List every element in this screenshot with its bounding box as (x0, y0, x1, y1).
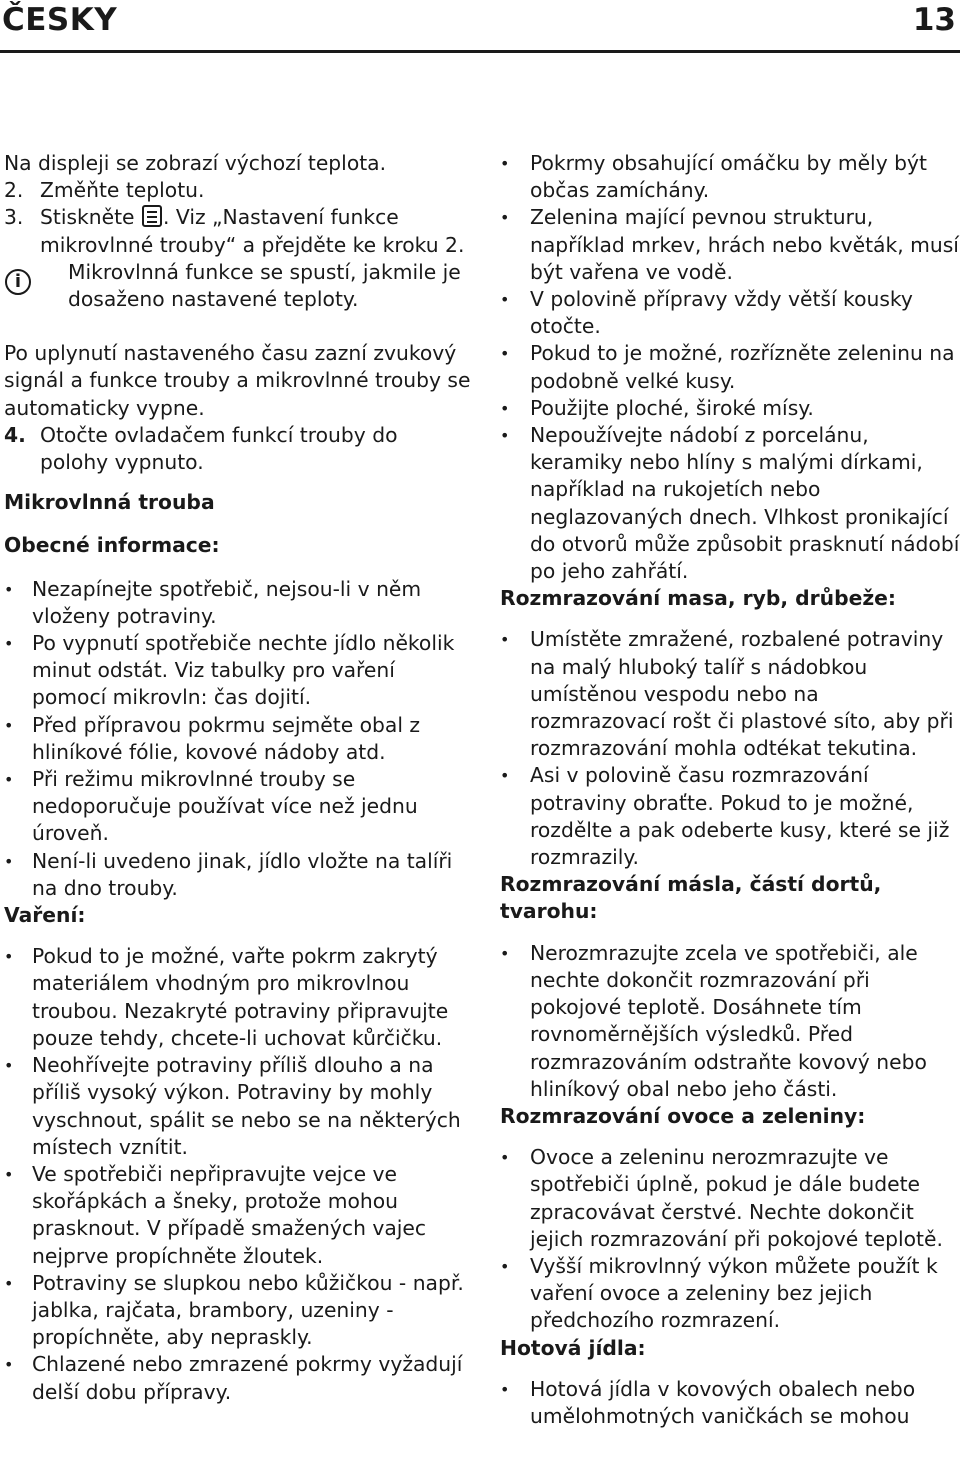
general-info-list (4, 576, 472, 902)
cooking-list (4, 943, 472, 1405)
defrost-butter-title: Rozmrazování másla, částí dortů, tvarohu: (500, 872, 882, 924)
list-item: • Nepoužívejte nádobí z porcelánu, keramiky nebo hlíny s malými dírkami, například na rukojetích nebo neglazovaných dnech. Vlhkost pronikající do otvorů může způsobit prasknutí nádobí po jeho zahřátí. (500, 422, 960, 585)
list-item: • Nezapínejte spotřebič, nejsou-li v něm vloženy potraviny. (4, 576, 472, 630)
header-rule (0, 50, 960, 53)
list-item: • Chlazené nebo zmrazené pokrmy vyžadují delší dobu přípravy. (4, 1351, 472, 1405)
list-item: • Hotová jídla v kovových obalech nebo umělohmotných vaničkách se mohou (500, 1376, 960, 1430)
right-column (500, 150, 960, 1430)
after-note-text: Po uplynutí nastaveného času zazní zvukový signál a funkce trouby a mikrovlnné trouby se automaticky vypne. (4, 341, 471, 420)
left-column (4, 150, 472, 1406)
list-item: • Ve spotřebiči nepřipravujte vejce ve skořápkách a šneky, protože mohou prasknout. V případě smažených vajec nejprve propíchněte žloutek. (4, 1161, 472, 1270)
list-item: • Není-li uvedeno jinak, jídlo vložte na talíři na dno trouby. (4, 848, 472, 902)
list-item: • Ovoce a zeleninu nerozmrazujte ve spotřebiči úplně, pokud je dále budete zpracovávat čerstvé. Nechte dokončit jejich rozmrazování při pokojové teplotě. (500, 1144, 960, 1253)
list-item: • Při režimu mikrovlnné trouby se nedoporučuje používat více než jednu úroveň. (4, 766, 472, 848)
ready-meals-list (500, 1376, 960, 1430)
defrost-meat-list (500, 626, 960, 871)
defrost-fruit-list (500, 1144, 960, 1334)
info-icon: i (4, 259, 68, 313)
defrost-fruit-title: Rozmrazování ovoce a zeleniny: (500, 1103, 866, 1128)
page-number: 13 (912, 2, 956, 38)
step-number: 4. (4, 422, 26, 447)
defrost-meat-title: Rozmrazování masa, ryb, drůbeže: (500, 586, 897, 611)
list-item: • Použijte ploché, široké mísy. (500, 395, 960, 422)
step-4 (4, 422, 472, 476)
list-item: • Po vypnutí spotřebiče nechte jídlo několik minut odstát. Viz tabulky pro vaření pomocí mikrovln: čas dojití. (4, 630, 472, 712)
step-text-after: . Viz „Nastavení funkce mikrovlnné trouby“ a přejděte ke kroku 2. (40, 205, 465, 257)
step-text (40, 204, 472, 258)
list-item: • Neohřívejte potraviny příliš dlouho a na příliš vysoký výkon. Potraviny by mohly vyschnout, spálit se nebo se na některých místech vznítit. (4, 1052, 472, 1161)
list-item: • Asi v polovině času rozmrazování potraviny obraťte. Pokud to je možné, rozdělte a pak odeberte kusy, které se již rozmrazily. (500, 762, 960, 871)
list-item: • Pokud to je možné, rozřízněte zeleninu na podobně velké kusy. (500, 340, 960, 394)
list-item: • Vyšší mikrovlnný výkon můžete použít k vaření ovoce a zeleniny bez jejich předchozího rozmrazení. (500, 1253, 960, 1335)
header-language: ČESKY (2, 2, 118, 38)
cooking-list-continued (500, 150, 960, 585)
step-number: 3. (4, 205, 24, 230)
general-info-title: Obecné informace: (4, 533, 220, 558)
step-3 (4, 204, 472, 258)
list-item: • Před přípravou pokrmu sejměte obal z hliníkové fólie, kovové nádoby atd. (4, 712, 472, 766)
list-item: • Umístěte zmražené, rozbalené potraviny na malý hluboký talíř s nádobkou umístěnou vespodu nebo na rozmrazovací rošt či plastové síto, aby při rozmrazování mohla odtékat tekutina. (500, 626, 960, 762)
info-note (4, 259, 472, 313)
cooking-title: Vaření: (4, 903, 86, 928)
list-item: • V polovině přípravy vždy větší kousky otočte. (500, 286, 960, 340)
ready-meals-title: Hotová jídla: (500, 1335, 646, 1360)
step-text: Změňte teplotu. (40, 178, 205, 203)
section-title: Mikrovlnná trouba (4, 490, 215, 515)
list-item: • Pokrmy obsahující omáčku by měly být občas zamíchány. (500, 150, 960, 204)
defrost-butter-list (500, 940, 960, 1103)
list-item: • Potraviny se slupkou nebo kůžičkou - např. jablka, rajčata, brambory, uzeniny - propíchněte, aby nepraskly. (4, 1270, 472, 1352)
intro-text: Na displeji se zobrazí výchozí teplota. (4, 151, 387, 175)
list-item: • Nerozmrazujte zcela ve spotřebiči, ale nechte dokončit rozmrazování při pokojové teplotě. Dosáhnete tím rovnoměrnějších výsledků. Před rozmrazováním odstraňte kovový nebo hliníkový obal nebo jeho části. (500, 940, 960, 1103)
microwave-key-icon (142, 205, 162, 227)
list-item: • Pokud to je možné, vařte pokrm zakrytý materiálem vhodným pro mikrovlnou troubou. Nezakryté potraviny připravujte pouze tehdy, chcete-li uchovat kůrčičku. (4, 943, 472, 1052)
step-2 (4, 177, 472, 204)
step-number: 2. (4, 178, 24, 203)
info-note-text: Mikrovlnná funkce se spustí, jakmile je dosaženo nastavené teploty. (68, 259, 461, 312)
step-text: Otočte ovladačem funkcí trouby do polohy vypnuto. (40, 422, 398, 475)
step-text-before: Stiskněte (40, 205, 135, 230)
list-item: • Zelenina mající pevnou strukturu, například mrkev, hrách nebo květák, musí být vařena ve vodě. (500, 204, 960, 286)
